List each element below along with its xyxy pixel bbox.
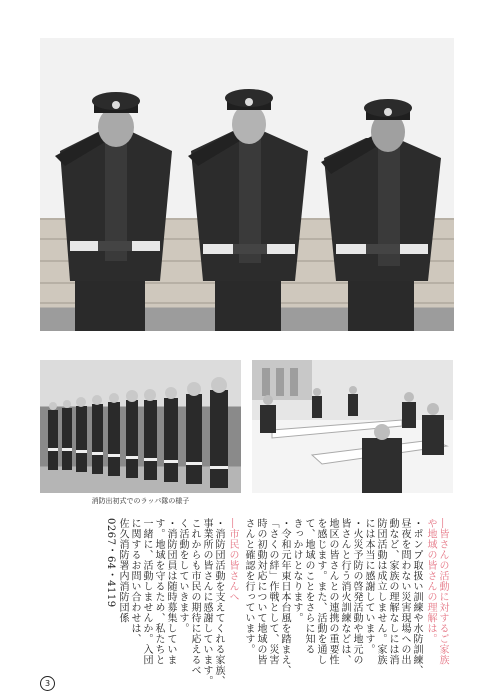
closing-line: く活動をしていきます。	[177, 518, 188, 634]
body-line: 皆さんと行う消火訓練などは、	[339, 518, 350, 665]
body-line: 地区の皆さんとの連携の重要性	[327, 518, 338, 665]
closing-line: ・消防団活動を支えてくれる家族、	[213, 518, 224, 686]
body-line: きっかけとなります。	[291, 518, 302, 623]
body-line: には本当に感謝しています。	[363, 518, 374, 655]
closing-line: に関するお問い合わせは、	[129, 518, 140, 644]
closing-line: ・消防団員は随時募集していま	[165, 518, 176, 665]
body-line: て、地域のことをさらに知る	[303, 518, 314, 655]
heading-line-1: ―皆さんの活動に対するご家族	[437, 518, 448, 665]
closing-line: これからも市民の期待に応えるべ	[189, 518, 200, 676]
closing-line: す。地域を守るため、私たちと	[153, 518, 164, 665]
officer-left	[50, 81, 180, 331]
body-line: ・ポンプ取扱い訓練や水防訓練、	[411, 518, 422, 676]
parade-caption: 消防出初式でのラッパ隊の様子	[91, 497, 190, 505]
body-line: 動など、家族の理解なしには消	[387, 518, 398, 665]
body-line: ・令和元年東日本台風を踏まえ、	[279, 518, 290, 676]
officer-center	[183, 76, 313, 331]
subheading: ―市民の皆さんへ	[227, 518, 238, 602]
body-line: 「さくの絆」作戦として、災害	[267, 518, 278, 665]
body-line: ・火災予防の啓発活動や地元の	[351, 518, 362, 665]
body-line: を感じます。また、活動を通し	[315, 518, 326, 665]
closing-line: 事業所の皆さんに感謝しています。	[201, 518, 212, 686]
main-photo	[40, 38, 454, 331]
heading-line-2: や地域の皆さんの理解は。	[425, 518, 436, 644]
body-line: 昼夜を問わない災害現場への出	[399, 518, 410, 665]
parade-photo	[40, 360, 241, 493]
closing-line: 一緒に、活動しませんか。入団	[141, 518, 152, 665]
parade-illustration	[40, 360, 241, 493]
body-line: 時の初動対応について地域の皆	[255, 518, 266, 665]
closing-line: 佐久消防署内消防団係	[117, 518, 128, 623]
body-line: 防団活動は成立しません。家族	[375, 518, 386, 665]
phone-number: 0267・64・4119	[105, 518, 116, 608]
officer-right	[316, 86, 446, 331]
meeting-illustration	[252, 360, 453, 493]
body-line: さんと確認を行っています。	[243, 518, 254, 655]
meeting-photo	[252, 360, 453, 493]
page-number: 3	[40, 676, 55, 691]
